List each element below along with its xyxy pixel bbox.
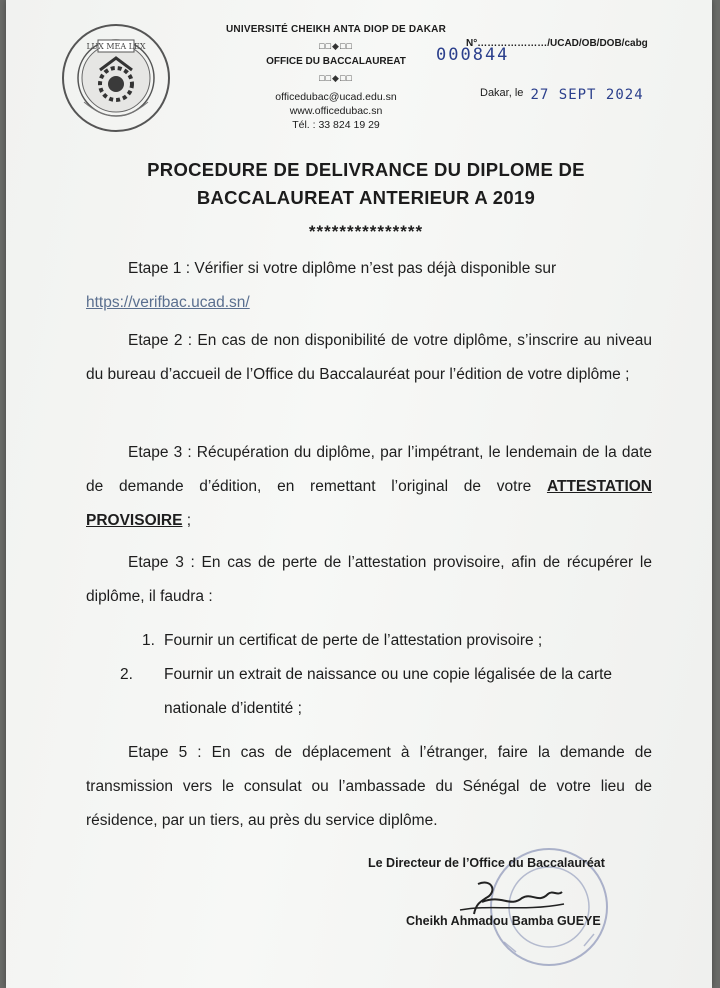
- document-page: [6, 0, 712, 988]
- list-item-number: 1.: [142, 632, 155, 649]
- step-3-end: ;: [182, 512, 192, 529]
- date-prefix: Dakar, le: [480, 87, 524, 99]
- university-seal-icon: [60, 22, 172, 134]
- list-item-text: Fournir un certificat de perte de l’attestation provisoire ;: [164, 632, 543, 649]
- list-item-text: Fournir un extrait de naissance ou une copie légalisée de la carte nationale d’identité ;: [164, 666, 613, 717]
- reference-prefix: N°…………………/UCAD/OB/DOB/cabg: [466, 38, 648, 49]
- title-line-2: BACCALAUREAT ANTERIEUR A 2019: [196, 187, 536, 208]
- step-4: Etape 3 : En cas de perte de l’attestation provisoire, afin de récupérer le diplôme, il faudra :: [86, 554, 652, 605]
- ornament: □□◆□□: [319, 41, 353, 51]
- reference-number: [436, 38, 648, 65]
- office-email: officedubac@ucad.edu.sn: [275, 91, 397, 103]
- verifbac-link[interactable]: https://verifbac.ucad.sn/: [86, 294, 250, 311]
- list-item-number: 2.: [120, 666, 133, 683]
- step-1-link-line: [86, 286, 652, 320]
- office-phone: Tél. : 33 824 19 29: [292, 119, 380, 131]
- title-line-1: PROCEDURE DE DELIVRANCE DU DIPLOME DE: [147, 159, 585, 180]
- signatory-name: Cheikh Ahmadou Bamba GUEYE: [406, 914, 601, 928]
- reference-stamp: 000844: [436, 45, 510, 65]
- step-2: Etape 2 : En cas de non disponibilité de votre diplôme, s’inscrire au niveau du bureau d’accueil de l’Office du Baccalauréat pour l’édition de votre diplôme ;: [86, 332, 652, 383]
- step-1: [86, 252, 652, 286]
- step-1-text: Etape 1 : Vérifier si votre diplôme n’est pas déjà disponible sur: [128, 260, 557, 277]
- svg-text:LUX MEA LEX: LUX MEA LEX: [86, 42, 146, 51]
- title-separator: ***************: [308, 222, 424, 241]
- step-3-emphasis: ATTESTATION PROVISOIRE: [86, 478, 652, 529]
- signatory-title: Le Directeur de l’Office du Baccalauréat: [368, 856, 605, 870]
- ornament: □□◆□□: [319, 73, 353, 83]
- page-title: [86, 156, 646, 212]
- university-name: UNIVERSITÉ CHEIKH ANTA DIOP DE DAKAR: [226, 24, 446, 35]
- date-stamp: 27 SEPT 2024: [530, 87, 644, 103]
- list-item: [142, 624, 654, 658]
- list-item: [120, 658, 654, 726]
- office-name: OFFICE DU BACCALAUREAT: [266, 56, 406, 67]
- header-institution: [196, 22, 476, 132]
- step-5: Etape 5 : En cas de déplacement à l’étranger, faire la demande de transmission vers le consulat ou l’ambassade du Sénégal de votre lieu de résidence, par un tiers, au près du service diplôme.: [86, 744, 652, 829]
- step-3-text: Etape 3 : Récupération du diplôme, par l’impétrant, le lendemain de la date de demande d’édition, en remettant l’original de votre: [86, 444, 652, 495]
- document-date: [480, 84, 644, 103]
- office-website: www.officedubac.sn: [289, 105, 383, 117]
- step-3: [86, 436, 652, 538]
